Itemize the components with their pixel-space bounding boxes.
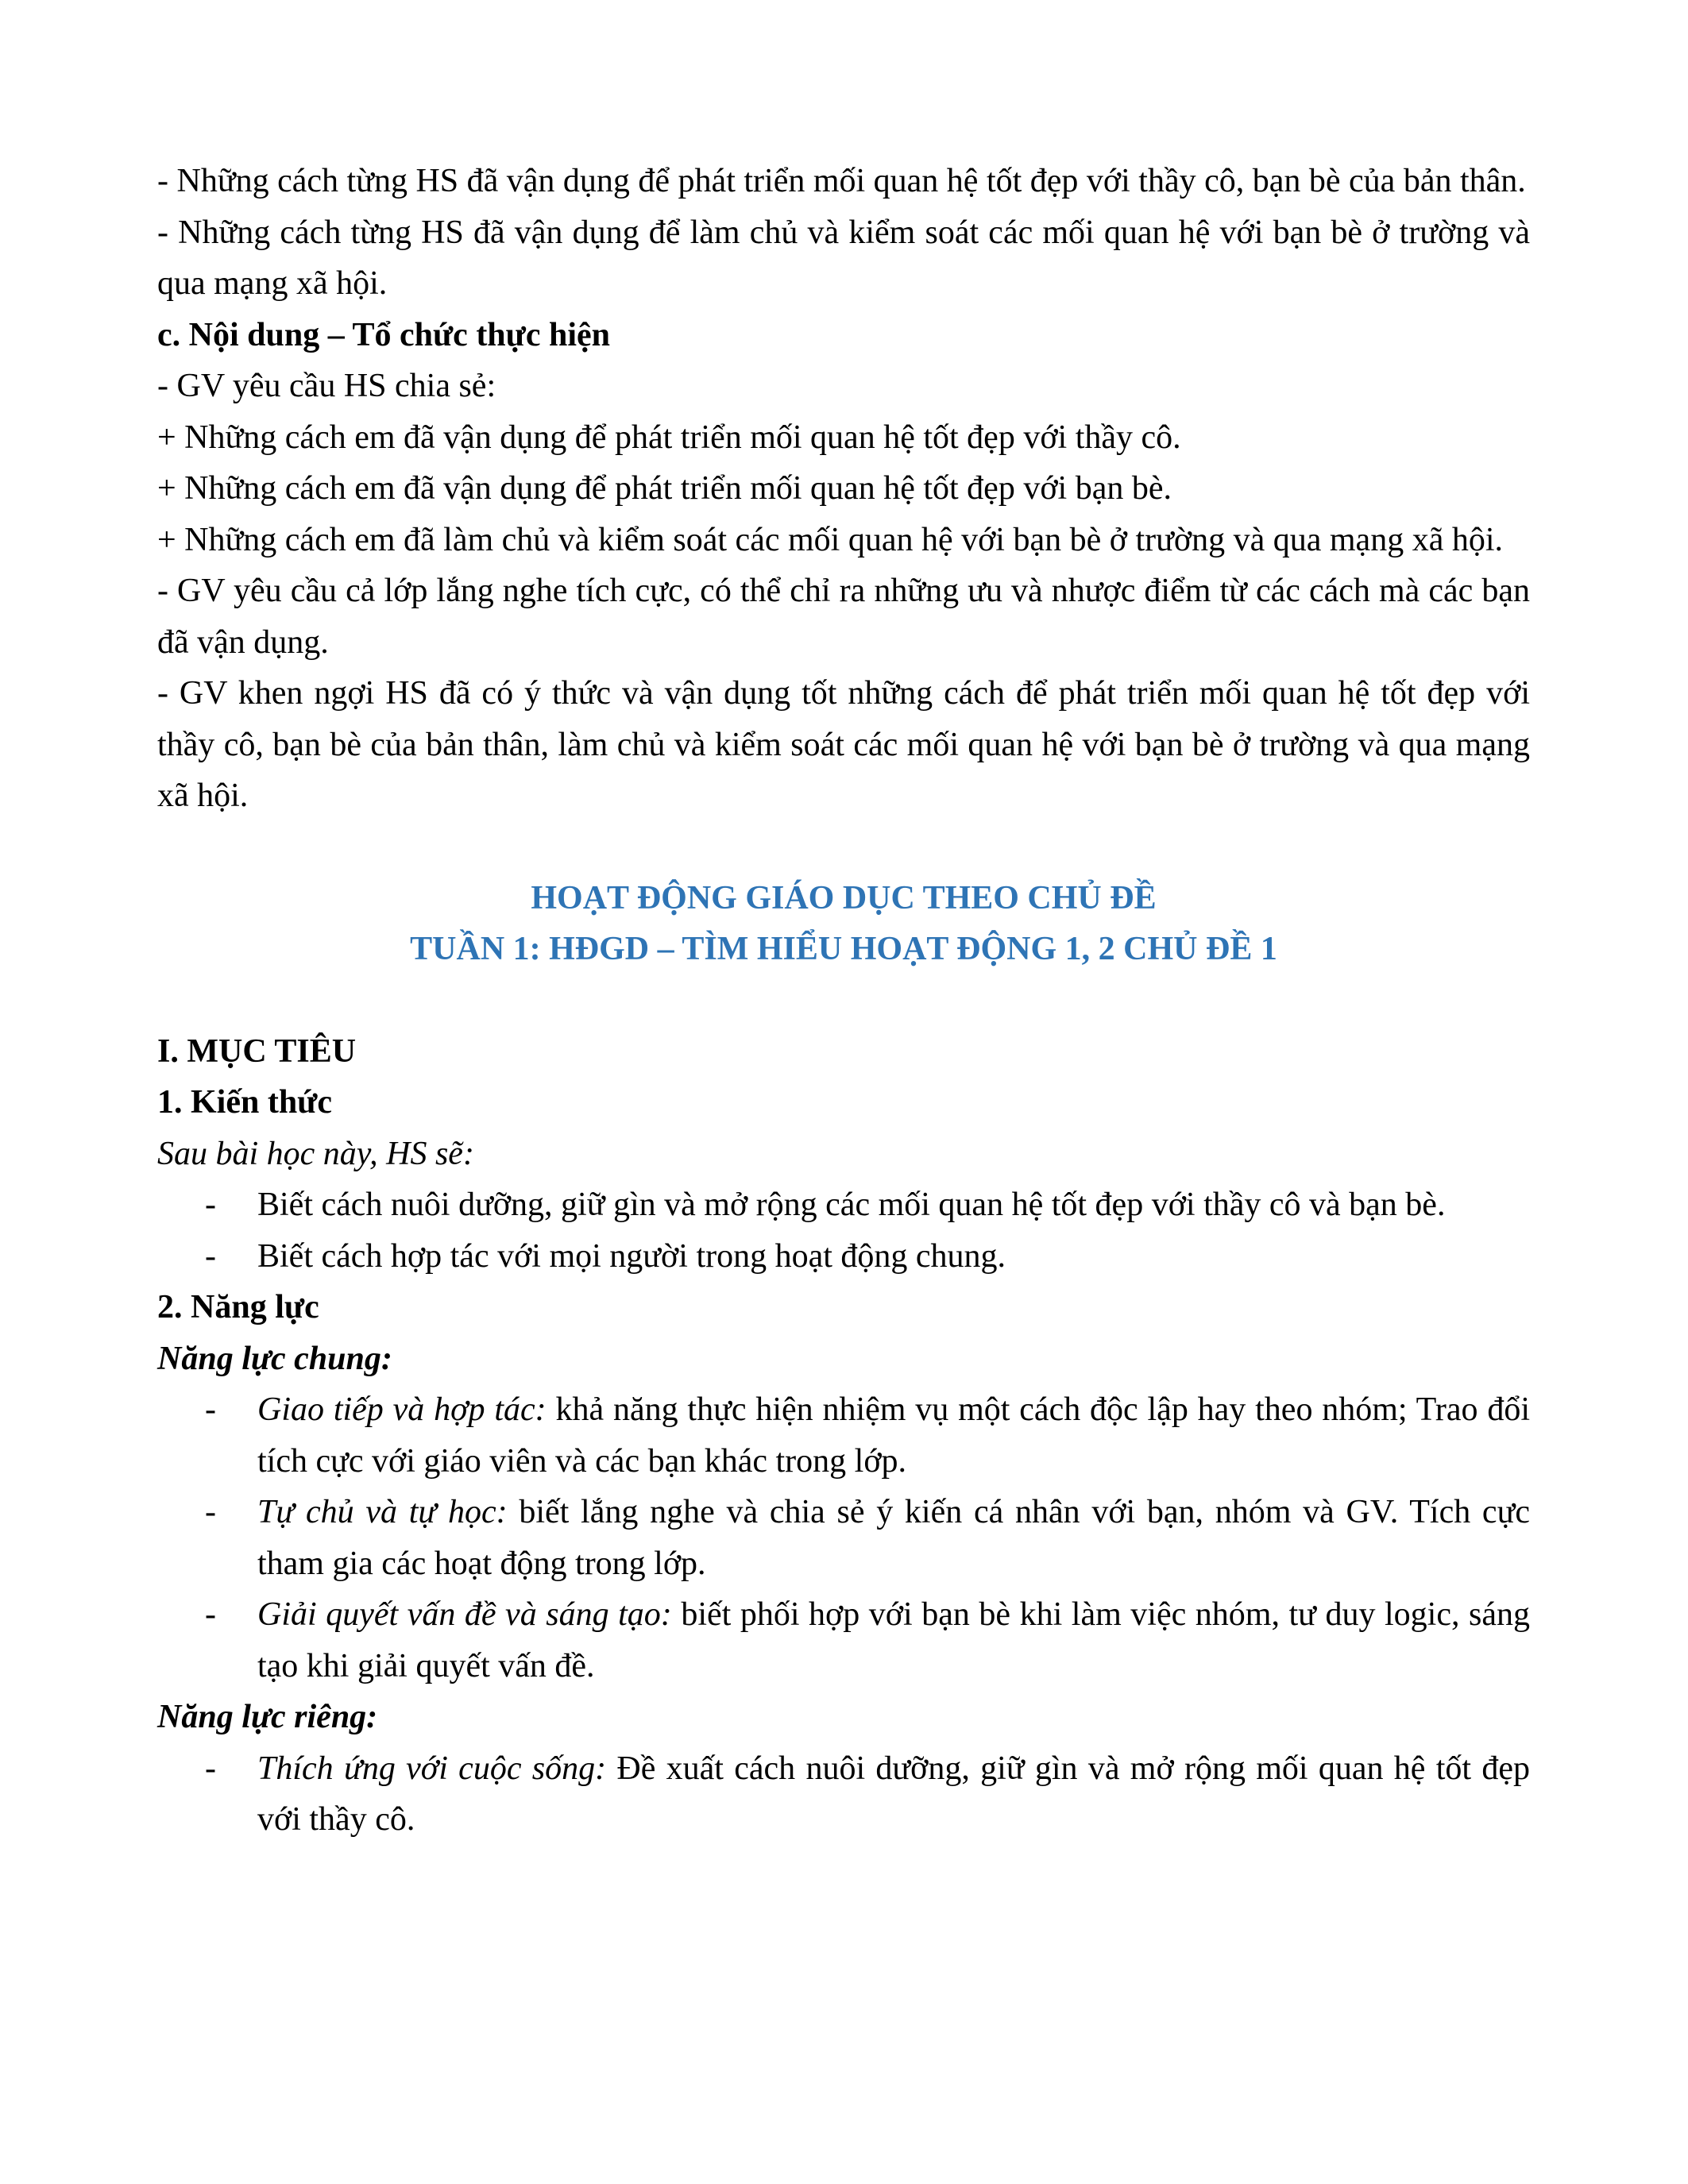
- document-page: [157, 156, 1530, 1846]
- bullet-dash: -: [205, 1750, 216, 1787]
- activity-title-line-2: TUẦN 1: HĐGD – TÌM HIỂU HOẠT ĐỘNG 1, 2 CHỦ ĐỀ 1: [410, 931, 1277, 967]
- competency-text: khả năng thực hiện nhiệm vụ một cách độc lập hay theo nhóm; Trao đổi tích cực với giáo viên và các bạn khác trong lớp.: [257, 1391, 1530, 1480]
- competency-term: Giải quyết vấn đề và sáng tạo:: [257, 1596, 672, 1633]
- activity-title-line-1: HOẠT ĐỘNG GIÁO DỤC THEO CHỦ ĐỀ: [531, 879, 1157, 916]
- paragraph-plus-friends: + Những cách em đã vận dụng để phát triển mối quan hệ tốt đẹp với bạn bè.: [157, 470, 1172, 507]
- paragraph-gv-request: - GV yêu cầu HS chia sẻ:: [157, 368, 496, 404]
- competency-term: Giao tiếp và hợp tác:: [257, 1391, 547, 1428]
- paragraph-plus-teachers: + Những cách em đã vận dụng để phát triển mối quan hệ tốt đẹp với thầy cô.: [157, 419, 1181, 456]
- list-item: [157, 1589, 1530, 1692]
- paragraph-ways-relationship: - Những cách từng HS đã vận dụng để phát triển mối quan hệ tốt đẹp với thầy cô, bạn bè của bản thân.: [157, 163, 1526, 199]
- competency-term: Thích ứng với cuộc sống:: [257, 1750, 607, 1787]
- knowledge-item-text: Biết cách nuôi dưỡng, giữ gìn và mở rộng các mối quan hệ tốt đẹp với thầy cô và bạn bè.: [257, 1187, 1446, 1223]
- bullet-dash: -: [205, 1391, 216, 1428]
- section-objectives-heading: I. MỤC TIÊU: [157, 1032, 357, 1070]
- list-item: [157, 1487, 1530, 1589]
- paragraph-plus-control: + Những cách em đã làm chủ và kiểm soát các mối quan hệ với bạn bè ở trường và qua mạng xã hội.: [157, 521, 1504, 558]
- objectives-block: [157, 1026, 1530, 1846]
- knowledge-intro: Sau bài học này, HS sẽ:: [157, 1135, 474, 1172]
- list-item: [157, 1384, 1530, 1487]
- competency-text: biết phối hợp với bạn bè khi làm việc nhóm, tư duy logic, sáng tạo khi giải quyết vấn đề.: [257, 1596, 1530, 1684]
- list-item: [157, 1231, 1530, 1283]
- bullet-dash: -: [205, 1187, 216, 1223]
- paragraph-gv-listen: - GV yêu cầu cả lớp lắng nghe tích cực, có thể chỉ ra những ưu và nhược điểm từ các cách mà các bạn đã vận dụng.: [157, 573, 1530, 661]
- activity-title-block: [157, 873, 1530, 975]
- competency-heading: 2. Năng lực: [157, 1289, 319, 1325]
- list-item: [157, 1179, 1530, 1231]
- list-item: [157, 1743, 1530, 1846]
- general-competency-heading: Năng lực chung:: [157, 1340, 392, 1377]
- paragraph-ways-control: - Những cách từng HS đã vận dụng để làm chủ và kiểm soát các mối quan hệ với bạn bè ở trường và qua mạng xã hội.: [157, 214, 1530, 302]
- bullet-dash: -: [205, 1596, 216, 1633]
- bullet-dash: -: [205, 1237, 216, 1275]
- paragraph-gv-praise: - GV khen ngợi HS đã có ý thức và vận dụng tốt những cách để phát triển mối quan hệ tốt đẹp với thầy cô, bạn bè của bản thân, làm chủ và kiểm soát các mối quan hệ với bạn bè ở trường và qua mạng xã hội.: [157, 675, 1530, 814]
- bullet-dash: -: [205, 1494, 216, 1530]
- section-c-heading: c. Nội dung – Tổ chức thực hiện: [157, 316, 611, 353]
- competency-text: biết lắng nghe và chia sẻ ý kiến cá nhân với bạn, nhóm và GV. Tích cực tham gia các hoạt động trong lớp.: [257, 1494, 1530, 1582]
- competency-term: Tự chủ và tự học:: [257, 1494, 508, 1530]
- knowledge-item-text: Biết cách hợp tác với mọi người trong hoạt động chung.: [257, 1237, 1006, 1275]
- knowledge-heading: 1. Kiến thức: [157, 1084, 333, 1121]
- competency-text: Đề xuất cách nuôi dưỡng, giữ gìn và mở rộng mối quan hệ tốt đẹp với thầy cô.: [257, 1750, 1530, 1838]
- specific-competency-heading: Năng lực riêng:: [157, 1699, 378, 1735]
